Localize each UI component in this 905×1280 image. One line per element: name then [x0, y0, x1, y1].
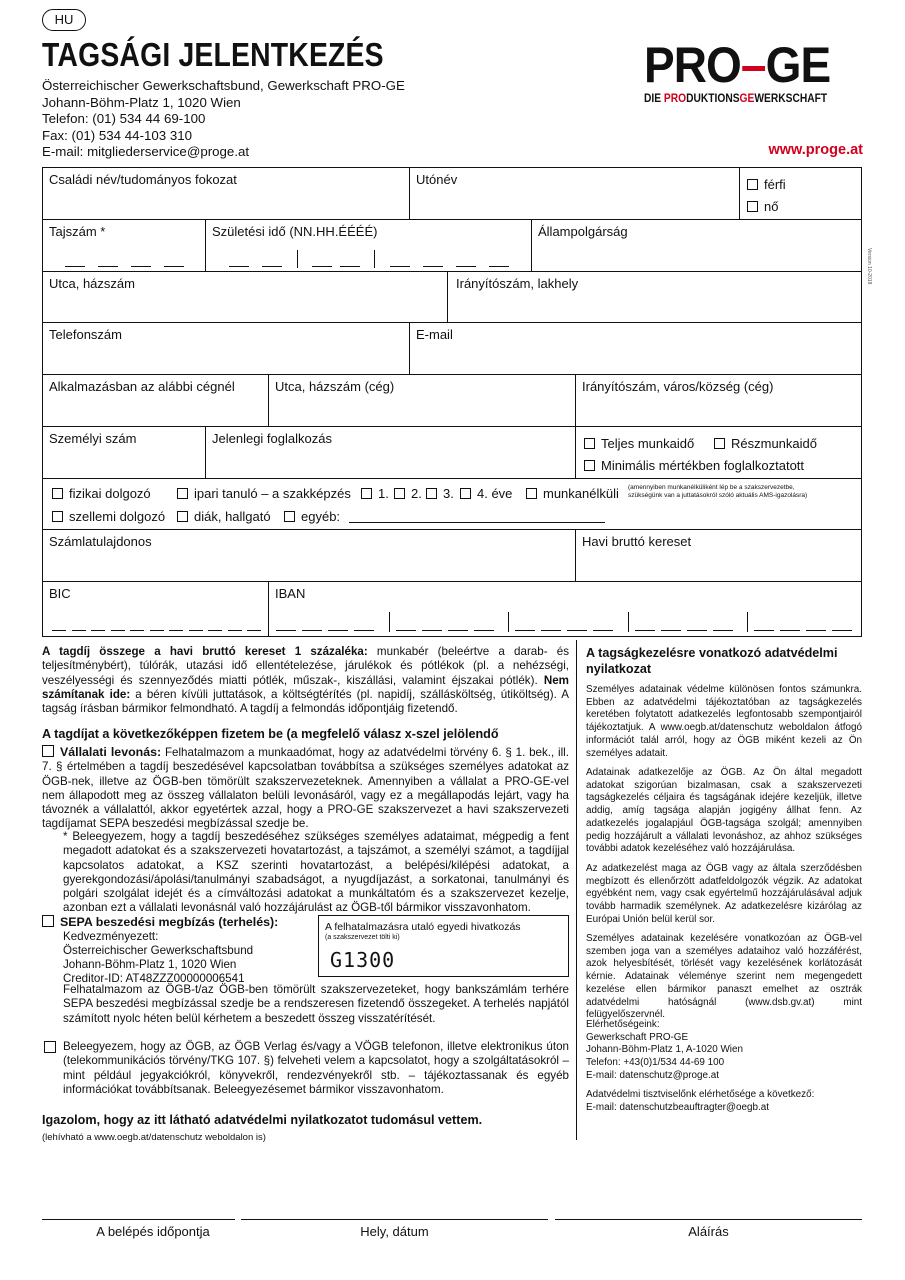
- first-name-label: Utónév: [416, 172, 458, 187]
- iban-group-separator: [389, 612, 390, 632]
- student-label: diák, hallgató: [194, 509, 271, 524]
- privacy-confirmation: Igazolom, hogy az itt látható adatvédelmi nyilatkozatot tudomásul vettem.: [42, 1113, 483, 1127]
- other-label: egyéb:: [301, 509, 341, 524]
- sepa-option[interactable]: [42, 915, 278, 930]
- year-3-checkbox[interactable]: [426, 486, 454, 501]
- birth-day-blank[interactable]: [229, 266, 249, 267]
- fulltime-label: Teljes munkaidő: [601, 436, 695, 451]
- checkbox-icon: [177, 511, 188, 522]
- col-divider: [268, 374, 269, 426]
- mandate-reference-value: G1300: [330, 948, 396, 972]
- col-divider: [575, 426, 576, 478]
- birth-year-blank[interactable]: [456, 266, 476, 267]
- creditor-info: [63, 930, 313, 986]
- checkbox-icon: [361, 488, 372, 499]
- iban-char-blank[interactable]: [515, 630, 535, 631]
- mandate-reference-sub: (a szakszervezet tölti ki): [325, 934, 400, 941]
- birth-year-blank[interactable]: [489, 266, 509, 267]
- checkbox-icon: [526, 488, 537, 499]
- col-divider: [409, 167, 410, 219]
- place-date-line[interactable]: [241, 1219, 548, 1220]
- other-input-line[interactable]: [349, 522, 605, 523]
- row-divider: [42, 478, 862, 479]
- birth-month-blank[interactable]: [312, 266, 332, 267]
- year-4-checkbox[interactable]: [460, 486, 512, 501]
- sepa-checkbox[interactable]: [42, 915, 54, 927]
- col-divider: [739, 167, 740, 219]
- col-divider: [531, 219, 532, 271]
- iban-char-blank[interactable]: [635, 630, 655, 631]
- year-label: 4. éve: [477, 486, 513, 501]
- phone-label: Telefonszám: [49, 327, 122, 342]
- row-divider: [42, 581, 862, 582]
- checkbox-icon: [426, 488, 437, 499]
- account-holder-label: Számlatulajdonos: [49, 534, 152, 549]
- privacy-confirmation-note: (lehívható a www.oegb.at/datenschutz weboldalon is): [42, 1132, 266, 1143]
- data-consent-text: * Beleegyezem, hogy a tagdíj beszedéséhez szükséges személyes adataimat, mégpedig a fent megadott adatokat és a szakszervezeti hovatartozást, a tajszámot, a személyi számot, a tagdíjjal kapcsolatos adatokat, a KSZ szerinti hovatartozást, a belépési/kilépési adatokat, a gyerekgondozási/ápolási/tanulmányi szabadságot, a nyugdíjazást, a sorkatonai, tanulmányi és polgári szolgálat idejét és a címváltozási adatokat a munkáltatóm és a szakszervezet kezelje, azonban ezt a vállalati levonásnál való hozzájárulást az ÖGB-től bármikor visszavonhatom.: [63, 830, 569, 915]
- address-line: Fax: (01) 534 44-103 310: [42, 127, 193, 143]
- checkbox-icon: [52, 488, 63, 499]
- iban-char-blank[interactable]: [448, 630, 468, 631]
- entry-date-line[interactable]: [42, 1219, 235, 1220]
- gross-income-label: Havi bruttó kereset: [582, 534, 692, 549]
- creditor-line: Österreichischer Gewerkschaftsbund: [63, 944, 254, 957]
- date-separator: [374, 250, 375, 268]
- col-divider: [447, 271, 448, 322]
- street-label: Utca, házszám: [49, 276, 135, 291]
- marginal-checkbox[interactable]: [584, 458, 804, 473]
- fee-info-bold: A tagdíj összege a havi bruttó kereset 1 százaléka:: [42, 645, 368, 658]
- contact-consent-text: Beleegyezem, hogy az ÖGB, az ÖGB Verlag és/vagy a VÖGB telefonon, illetve elektronikus úton (telekommunikációs törvény/TKG 107. §) felveheti velem a kapcsolatot, hogy a szolgáltatásokról – mint például jegyakciókról, könyvekről, rendezvényekről stb. – tájékoztassanak és egyéb információkat továbbítsanak. Beleegyezésemet bármikor visszavonhatom.: [63, 1040, 569, 1096]
- year-label: 1.: [378, 486, 389, 501]
- ss-digit-blank[interactable]: [98, 266, 118, 267]
- worker-label: fizikai dolgozó: [69, 486, 151, 501]
- year-label: 2.: [411, 486, 422, 501]
- clerk-label: szellemi dolgozó: [69, 509, 166, 524]
- birth-year-blank[interactable]: [390, 266, 410, 267]
- dpo-info: [586, 1089, 862, 1114]
- birth-month-blank[interactable]: [340, 266, 360, 267]
- address-line: Telefon: (01) 534 44 69-100: [42, 111, 206, 127]
- creditor-line: Kedvezményezett:: [63, 930, 159, 943]
- fee-info-text: a béren kívüli juttatások, a költségtérítés (pl. napidíj, szállásköltség, útiköltség). A tagság írásban bármikor felmondható. A tagdíj a felmondás időpontjáig fizetendő.: [42, 687, 570, 716]
- dpo-line: E-mail: datenschutzbeauftragter@oegb.at: [586, 1101, 769, 1113]
- iban-char-blank[interactable]: [687, 630, 707, 631]
- employer-zip-label: Irányítószám, város/község (cég): [582, 379, 774, 394]
- entry-date-label: A belépés időpontja: [96, 1224, 210, 1239]
- ss-digit-blank[interactable]: [65, 266, 85, 267]
- sepa-title: SEPA beszedési megbízás (terhelés):: [60, 915, 279, 929]
- privacy-paragraph: Személyes adatainak kezelésére vonatkozóan az ÖGB-vel szemben joga van a személyes adataihoz való hozzáférést, azok helyesbítését, törlését vagy kezelésének korlátozását kérnie. Adatainak véleménye szerint nem megengedett kezelése ellen bármikor panaszt emelhet az osztrák adatvédelmi hatóságnál (www.dsb.gv.at) mint felügyelőszervnél.: [586, 933, 862, 1021]
- checkbox-icon: [52, 511, 63, 522]
- contact-info: [586, 1019, 862, 1083]
- col-divider: [205, 219, 206, 271]
- logo-tagline-part: PRO: [663, 93, 687, 105]
- ss-digit-blank[interactable]: [164, 266, 184, 267]
- iban-char-blank[interactable]: [567, 630, 587, 631]
- fee-info-text: munkabér (beleértve a darab- és teljesítménybért), túlórák, utazási idő ellentételezése, járulékok és pótlékok (pl. a nehézségi, veszélyességi és szennyeződés miatti pótlék, műszak-, kiszállási, valamint éjszakai pótlék).: [42, 645, 570, 687]
- year-2-checkbox[interactable]: [394, 486, 422, 501]
- family-name-label: Családi név/tudományos fokozat: [49, 172, 237, 187]
- row-divider: [42, 426, 862, 427]
- contact-consent-option[interactable]: [42, 1040, 569, 1097]
- iban-group-separator: [508, 612, 509, 632]
- row-divider: [42, 271, 862, 272]
- bic-char-blank[interactable]: [228, 630, 242, 631]
- logo-text-left: PRO: [644, 37, 741, 93]
- iban-char-blank[interactable]: [593, 630, 613, 631]
- contact-line: Johann-Böhm-Platz 1, A-1020 Wien: [586, 1044, 743, 1056]
- iban-char-blank[interactable]: [474, 630, 494, 631]
- bic-char-blank[interactable]: [72, 630, 86, 631]
- col-divider: [205, 426, 206, 478]
- logo-wordmark: [644, 37, 846, 93]
- privacy-paragraph: Adatainak adatkezelője az ÖGB. Az Ön által megadott adatokat szigorúan bizalmasan, csak a szakszervezeti tagságkezelés céljaira és tagságának idejére kezeljük, illetve addig, amíg tagsága alapján jogigény állhat fenn. Az adatkezelés jogalapjául ÖGB-tagsága szolgál; amennyiben pedig hozzájárult a vállalati levonáshoz, az ahhoz szükséges további adatok kezeléséhez való hozzájárulása.: [586, 767, 862, 855]
- zip-city-label: Irányítószám, lakhely: [456, 276, 579, 291]
- female-checkbox[interactable]: [747, 199, 778, 214]
- language-badge: HU: [42, 9, 86, 31]
- ss-digit-blank[interactable]: [131, 266, 151, 267]
- iban-char-blank[interactable]: [806, 630, 826, 631]
- marginal-label: Minimális mértékben foglalkoztatott: [601, 458, 805, 473]
- bic-char-blank[interactable]: [169, 630, 183, 631]
- col-divider: [575, 529, 576, 581]
- checkbox-icon: [584, 460, 595, 471]
- col-divider: [268, 581, 269, 637]
- signature-label: Aláírás: [688, 1224, 729, 1239]
- checkbox-icon: [747, 179, 758, 190]
- address-line: Johann-Böhm-Platz 1, 1020 Wien: [42, 94, 241, 110]
- employer-label: Alkalmazásban az alábbi cégnél: [49, 379, 235, 394]
- iban-char-blank[interactable]: [780, 630, 800, 631]
- contact-line: E-mail: datenschutz@proge.at: [586, 1069, 719, 1081]
- iban-char-blank[interactable]: [541, 630, 561, 631]
- year-label: 3.: [443, 486, 454, 501]
- female-label: nő: [764, 199, 779, 214]
- row-divider: [42, 219, 862, 220]
- logo-tagline-part: GE: [739, 93, 755, 105]
- bic-char-blank[interactable]: [208, 630, 222, 631]
- checkbox-icon: [460, 488, 471, 499]
- company-deduction-option[interactable]: [42, 745, 569, 832]
- address-line: Österreichischer Gewerkschaftsbund, Gewerkschaft PRO-GE: [42, 78, 405, 93]
- iban-char-blank[interactable]: [354, 630, 374, 631]
- iban-char-blank[interactable]: [302, 630, 322, 631]
- fulltime-checkbox[interactable]: [584, 436, 694, 451]
- parttime-checkbox[interactable]: [714, 436, 817, 451]
- bic-char-blank[interactable]: [130, 630, 144, 631]
- ss-number-label: Tajszám *: [49, 224, 106, 239]
- iban-char-blank[interactable]: [396, 630, 416, 631]
- row-divider: [42, 322, 862, 323]
- birth-day-blank[interactable]: [262, 266, 282, 267]
- website-link[interactable]: www.proge.at: [768, 142, 863, 158]
- fee-info-bold: Nem számítanak ide:: [42, 673, 569, 701]
- logo-dash: –: [740, 37, 766, 93]
- apprentice-checkbox[interactable]: [177, 486, 351, 501]
- logo-tagline-part: DUKTIONS: [686, 93, 740, 105]
- contact-consent-checkbox[interactable]: [44, 1041, 56, 1053]
- mandate-reference-title: A felhatalmazásra utaló egyedi hivatkozás: [325, 921, 521, 933]
- checkbox-icon: [177, 488, 188, 499]
- row-divider: [42, 374, 862, 375]
- iban-char-blank[interactable]: [754, 630, 774, 631]
- bic-label: BIC: [49, 586, 71, 601]
- privacy-paragraph: Az adatkezelést maga az ÖGB vagy az általa szerződésben megbízott és ellenőrzött adatfeldolgozók végzik. Az adatokat egyébként nem, vagy csak egyértelmű hozzájárulásával adjuk tovább harmadik személynek. Az adatkezelésre kizárólag az Európai Unión belül kerül sor.: [586, 863, 862, 925]
- proge-logo: [644, 37, 864, 105]
- checkbox-icon: [284, 511, 295, 522]
- logo-tagline-part: DIE: [644, 93, 664, 105]
- dpo-line: Adatvédelmi tisztviselőnk elérhetősége a következő:: [586, 1089, 815, 1100]
- occupation-label: Jelenlegi foglalkozás: [212, 431, 332, 446]
- checkbox-icon: [584, 438, 595, 449]
- bic-char-blank[interactable]: [189, 630, 203, 631]
- bic-char-blank[interactable]: [150, 630, 164, 631]
- date-separator: [297, 250, 298, 268]
- parttime-label: Részmunkaidő: [731, 436, 817, 451]
- union-address: [42, 78, 405, 161]
- privacy-paragraph: Személyes adatainak védelme különösen fontos számunkra. Ebben az adatvédelmi tájékoztatóban az tagságkezelés keretében folytatott adatkezelés legfontosabb szempontjairól tájékoztatjuk. A www.oegb.at/datenschutz weboldalon átfogó információt talál arról, hogy az ÖGB miként kezeli az Ön személyes adatait.: [586, 684, 862, 759]
- fee-info: [42, 645, 569, 716]
- company-deduction-text: Felhatalmazom a munkaadómat, hogy az adatvédelmi törvény 6. § 1. bek., ill. 7. § értelmében a tagdíj beszedésével kapcsolatban továbbítsa a szükséges személyes adatokat az ÖGB-nek, illetve az ÖGB-ben tömörült szakszervezeteknek. Amennyiben a vállalat a PRO-GE-vel nem állapodott meg az összeg vállalaton belüli levonásáról, vagy ez a megállapodás lejárt, vagy ha távoznék a vállalattól, akkor egyetértek azzal, hogy a PRO-GE szakszervezet a havi szakszervezeti tagdíjamat SEPA beszedési megbízással szedje be.: [42, 746, 569, 831]
- version-note: Version 10-2018: [866, 248, 872, 285]
- iban-group-separator: [628, 612, 629, 632]
- checkbox-icon: [747, 201, 758, 212]
- checkbox-icon: [714, 438, 725, 449]
- student-checkbox[interactable]: [177, 509, 271, 524]
- iban-label: IBAN: [275, 586, 306, 601]
- privacy-heading: A tagságkezelésre vonatkozó adatvédelmi nyilatkozat: [586, 646, 838, 676]
- place-date-label: Hely, dátum: [360, 1224, 429, 1239]
- iban-char-blank[interactable]: [661, 630, 681, 631]
- iban-group-separator: [747, 612, 748, 632]
- contact-line: Telefon: +43(0)1/534 44-69 100: [586, 1057, 725, 1069]
- logo-text-right: GE: [765, 37, 831, 93]
- bic-char-blank[interactable]: [111, 630, 125, 631]
- note-line: (amennyiben munkanélküliként lép be a szakszervezetbe,: [628, 484, 795, 491]
- iban-char-blank[interactable]: [328, 630, 348, 631]
- male-checkbox[interactable]: [747, 177, 786, 192]
- unemployed-checkbox[interactable]: [526, 486, 619, 501]
- sepa-text: Felhatalmazom az ÖGB-t/az ÖGB-ben tömörült szakszervezeteket, hogy bankszámlám terhére SEPA beszedési megbízással szedje be a rendszeresen fizetendő összegeket. A terhelés napjától számított nyolc héten belül kérhetem a beszedett összeg visszatérítését.: [63, 983, 569, 1025]
- checkbox-icon: [394, 488, 405, 499]
- birth-year-blank[interactable]: [423, 266, 443, 267]
- payment-heading: A tagdíjat a következőképpen fizetem be (a megfelelő válasz x-szel jelölendő: [42, 727, 499, 741]
- contact-line: Gewerkschaft PRO-GE: [586, 1031, 689, 1043]
- signature-line[interactable]: [555, 1219, 862, 1220]
- employer-street-label: Utca, házszám (cég): [275, 379, 395, 394]
- logo-tagline-part: WERKSCHAFT: [754, 93, 828, 105]
- unemployed-label: munkanélküli: [543, 486, 619, 501]
- col-divider: [575, 374, 576, 426]
- unemployed-note: [628, 484, 807, 500]
- iban-char-blank[interactable]: [276, 630, 296, 631]
- personnel-number-label: Személyi szám: [49, 431, 137, 446]
- other-checkbox[interactable]: [284, 509, 340, 524]
- mandate-reference-box: [318, 915, 569, 977]
- apprentice-label: ipari tanuló – a szakképzés: [194, 486, 351, 501]
- logo-tagline: [644, 93, 840, 105]
- creditor-line: Creditor-ID: AT48ZZZ00000006541: [63, 972, 245, 985]
- bic-char-blank[interactable]: [91, 630, 105, 631]
- row-divider: [42, 529, 862, 530]
- iban-char-blank[interactable]: [422, 630, 442, 631]
- contact-line: Elérhetőségeink:: [586, 1019, 660, 1030]
- male-label: férfi: [764, 177, 786, 192]
- member-form: [42, 167, 862, 637]
- company-deduction-checkbox[interactable]: [42, 745, 54, 757]
- page-title: TAGSÁGI JELENTKEZÉS: [42, 36, 384, 73]
- birth-date-label: Születési idő (NN.HH.ÉÉÉÉ): [212, 224, 378, 239]
- clerk-checkbox[interactable]: [52, 509, 165, 524]
- iban-char-blank[interactable]: [713, 630, 733, 631]
- year-1-checkbox[interactable]: [361, 486, 389, 501]
- bic-char-blank[interactable]: [52, 630, 66, 631]
- email-label: E-mail: [416, 327, 453, 342]
- bic-char-blank[interactable]: [247, 630, 261, 631]
- worker-checkbox[interactable]: [52, 486, 151, 501]
- creditor-line: Johann-Böhm-Platz 1, 1020 Wien: [63, 958, 237, 971]
- citizenship-label: Állampolgárság: [538, 224, 628, 239]
- col-divider: [409, 322, 410, 374]
- column-divider: [576, 640, 577, 1140]
- address-line: E-mail: mitgliederservice@proge.at: [42, 144, 250, 160]
- note-line: szükségünk van a juttatásokról szóló aktuális AMS-igazolásra): [628, 492, 808, 499]
- company-deduction-title: Vállalati levonás:: [60, 745, 162, 759]
- iban-char-blank[interactable]: [832, 630, 852, 631]
